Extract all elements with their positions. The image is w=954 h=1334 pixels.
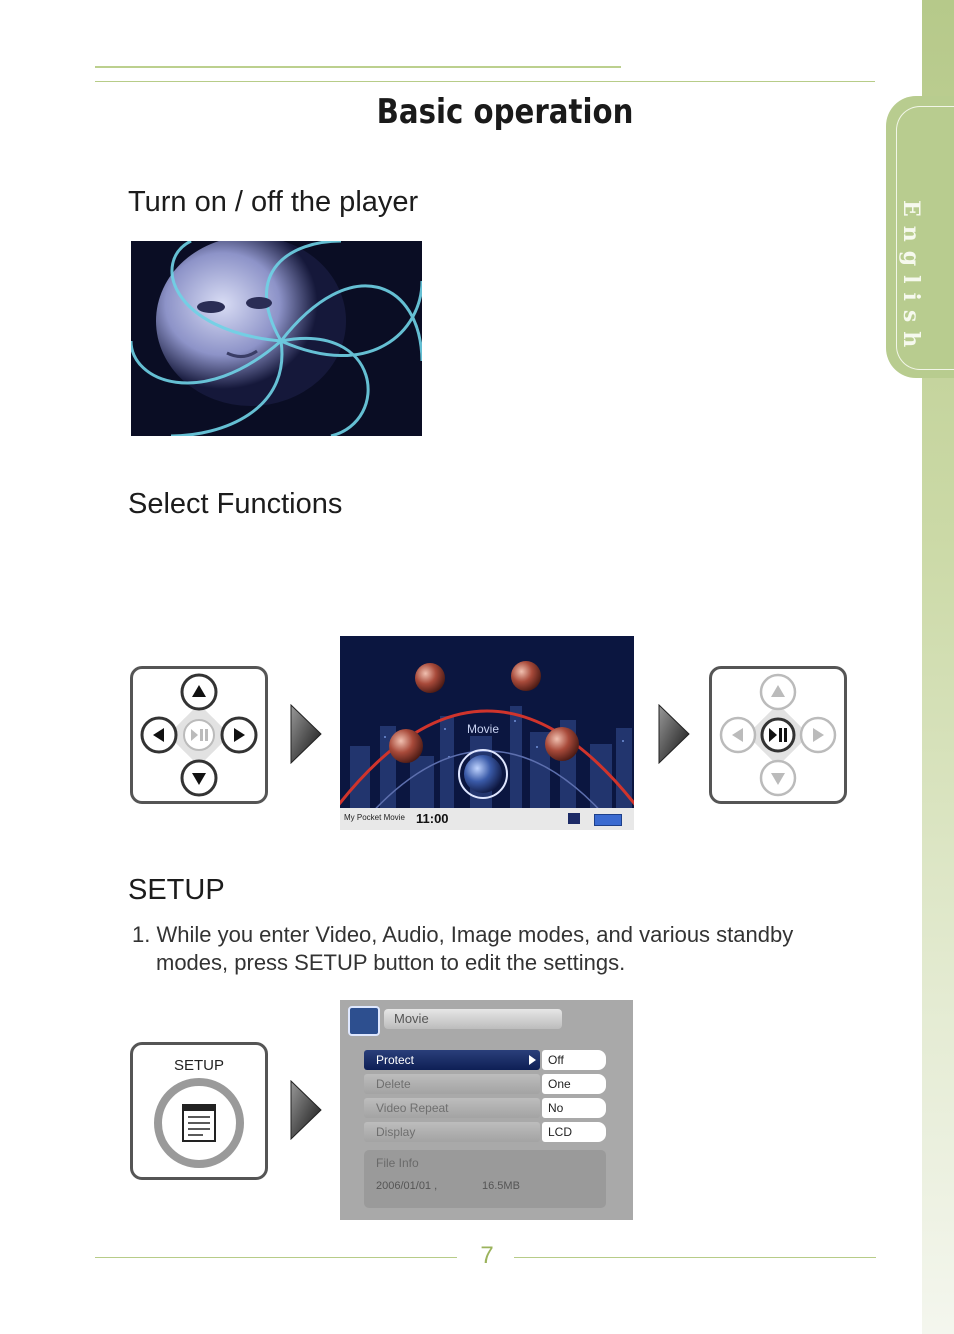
setup-row-label: Protect: [376, 1053, 415, 1067]
file-size: 16.5MB: [482, 1180, 520, 1192]
setup-button-illustration: [130, 1042, 268, 1180]
file-date: 2006/01/01 ,: [376, 1180, 438, 1192]
setup-instructions: [132, 921, 793, 977]
setup-header-bar: [384, 1009, 562, 1029]
language-label: English: [898, 200, 924, 357]
setup-heading: SETUP: [128, 874, 225, 906]
setup-step-1-line-1: 1. While you enter Video, Audio, Image modes, and various standby: [132, 922, 794, 947]
footer-rule-left: [95, 1257, 457, 1258]
spiral-face-graphic: [131, 241, 422, 436]
setup-step-1-line-2: modes, press SETUP button to edit the settings.: [156, 950, 626, 975]
arrow-right-icon: [290, 704, 322, 764]
navigation-keypad-up-down: [130, 666, 268, 804]
setup-value-delete[interactable]: One: [542, 1074, 606, 1094]
turn-on-heading: Turn on / off the player: [128, 186, 419, 218]
setup-menu-screenshot: [340, 1000, 633, 1220]
file-info-label: File Info: [376, 1156, 419, 1170]
arrow-right-icon-2: [658, 704, 690, 764]
battery-icon: [594, 814, 622, 826]
dpad-graphic: [133, 669, 265, 801]
arrow-right-icon-3: [290, 1080, 322, 1140]
setup-value-display[interactable]: LCD: [542, 1122, 606, 1142]
movie-clapper-icon: [348, 1006, 380, 1036]
setup-value-protect[interactable]: Off: [542, 1050, 606, 1070]
navigation-keypad-play: [709, 666, 847, 804]
file-info-panel: [364, 1150, 606, 1208]
menu-center-label: Movie: [467, 722, 500, 736]
dpad-play-graphic: [712, 669, 844, 801]
status-time: 11:00: [416, 811, 449, 826]
setup-row-delete[interactable]: Delete: [364, 1074, 540, 1094]
document-icon: [153, 1077, 245, 1169]
setup-row-protect[interactable]: [364, 1050, 540, 1070]
main-menu-screenshot: [340, 636, 634, 830]
setup-row-display[interactable]: Display: [364, 1122, 540, 1142]
menu-status-bar: [340, 808, 634, 830]
select-functions-heading: Select Functions: [128, 488, 343, 520]
boot-splash-image: [131, 241, 422, 436]
setup-header-label: Movie: [394, 1011, 429, 1026]
header-rule-top: [95, 66, 621, 68]
page-number: 7: [480, 1242, 494, 1269]
setup-row-video-repeat[interactable]: Video Repeat: [364, 1098, 540, 1118]
footer-rule-right: [514, 1257, 876, 1258]
caret-right-icon: [529, 1055, 536, 1065]
card-icon: [568, 813, 580, 824]
page-title: Basic operation: [376, 92, 634, 132]
status-title: My Pocket Movie: [344, 813, 405, 822]
setup-button-label: SETUP: [173, 1057, 224, 1074]
setup-value-video-repeat[interactable]: No: [542, 1098, 606, 1118]
header-rule-bottom: [95, 81, 875, 82]
